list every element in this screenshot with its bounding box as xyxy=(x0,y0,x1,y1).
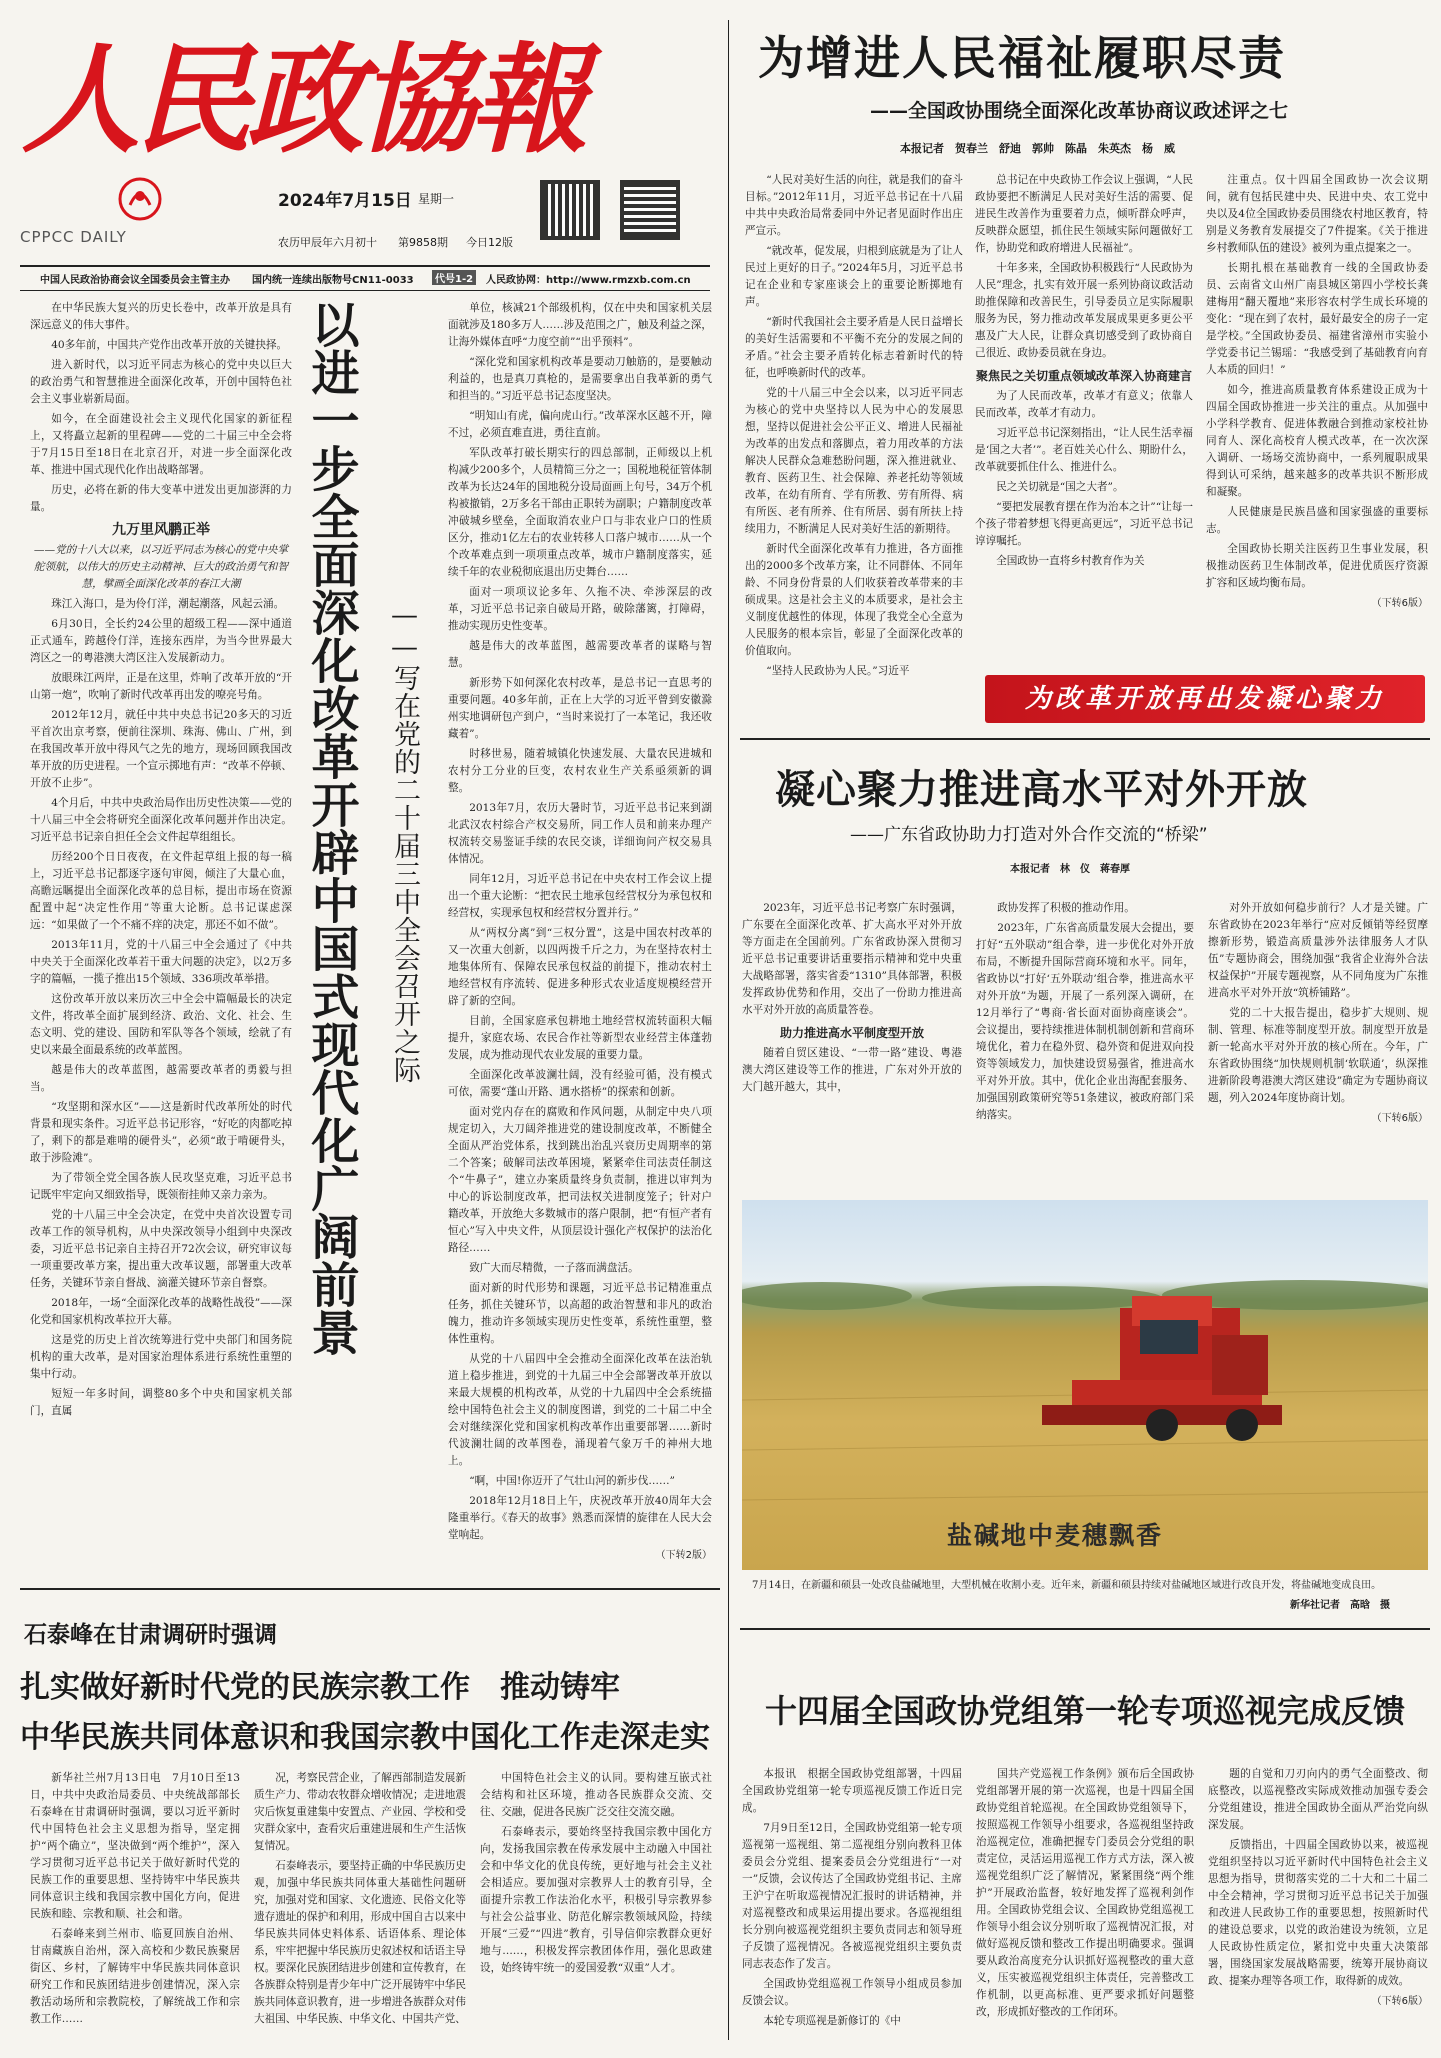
masthead-website[interactable]: 人民政协网：http://www.rmzxb.com.cn xyxy=(486,275,691,286)
shi-taifeng-headline-line-2: 中华民族共同体意识和我国宗教中国化工作走深走实 xyxy=(20,1720,710,1755)
opening-up-column-2: 政协发挥了积极的推动作用。 2023年，广东省高质量发展大会提出，要打好“五外联动”组合拳，进一步优化对外开放布局，不断提升国际营商环境和水平。同年，省政协以“打好‘五外联动’组合拳，推进高水平对外开放”为题，开展了一系列深入调研，在12月举行了“粤商·省长面对面协商座谈会”。会议提出，要持续推进体制机制创新和营商环境优化，着力在稳外贸、稳外资和促进双向投资等领域发力，加快建设贸易强省，推进高水平对外开放。其中，优化企业出海配套服务、加强国别政策研究等51条建议，被政府部门采纳落实。 xyxy=(976,902,1194,1121)
lead-column-2: 单位，核减21个部级机构，仅在中央和国家机关层面就涉及180多万人……涉及范围之广，触及利益之深，让海外媒体直呼“力度空前”“出乎预料”。 “深化党和国家机构改革是要动刀触筋的，是要触动利益的，也是真刀真枪的，是需要拿出自我革新的勇气和担当的。”习近平总书记态度坚决。 “明知山有虎，偏向虎山行。”改革深水区越不开，障不过，必须直难直进，勇往直前。 军队改革打破长期实行的四总部制，正师级以上机构减少200多个，人员精简三分之一；国税地税征管体制改革为长达24年的国地税分设局面画上句号，34万个机构被撤销，2万多名干部由正职转为副职；户籍制度改革冲破城乡壁垒，全面取消农业户口与非农业户口的性质区分，推动1亿左右的农业转移人口落户城市……从一个个改革难点到一项项重点改革，城市户籍制度落实，延续千年的农业税彻底退出历史舞台…… 面对一项项议论多年、久拖不决、牵涉深层的改革，习近平总书记亲自破局开路，破除藩篱，打障碍，推动实现历史性变革。 越是伟大的改革蓝图，越需要改革者的谋略与智慧。 新形势下如何深化农村改革，是总书记一直思考的重要问题。40多年前，正在上大学的习近平曾到安徽滁州实地调研包产到户，“当时来说打了一本笔记，我还收藏着”。 时移世易，随着城镇化快速发展、大量农民进城和农村分工分业的巨变，农村农业生产关系亟须新的调整。 2013年7月，农历大暑时节，习近平总书记来到湖北武汉农村综合产权交易所，同工作人员和前来办理产权流转交易鉴证手续的农民交谈，详细询问产权交易具体情况。 同年12月，习近平总书记在中央农村工作会议上提出一个重大论断：“把农民土地承包经营权分为承包权和经营权，实现承包权和经营权分置并行。” 从“两权分离”到“三权分置”，这是中国农村改革的又一次重大创新，以四两拨千斤之力，为在坚持农村土地集体所有、保障农民承包权益的前提下，推动农村土地经营权有序流转、促进多种形式农业适度规模经营开辟了新的空间。 目前，全国家庭承包耕地土地经营权流转面积大幅提升，家庭农场、农民合作社等新型农业经营主体蓬勃发展，成为推动现代农业发展的重要力量。 全面深化改革波澜壮阔，没有经验可循，没有模式可依，需要“蓬山开路、遇水搭桥”的探索和创新。 面对党内存在的腐败和作风问题，从制定中央八项规定切入，大刀阔斧推进党的建设制度改革，不断健全全面从严治党体系，找到跳出治乱兴衰历史周期率的第二个答案；破解司法改革困境，紧紧牵住司法责任制这个“牛鼻子”，建立办案质量终身负责制，推进以审判为中心的诉讼制度改革，把司法权关进制度笼子；针对户籍改革，开放绝大多数城市的落户限制，把“有恒产者有恒心”写入中央文件，从顶层设计强化产权保护的法治化路径…… 致广大而尽精微，一子落而满盘活。 面对新的时代形势和课题，习近平总书记精准重点任务，抓住关键环节，以高超的政治智慧和非凡的政治魄力，推动许多领域实现历史性变革，系统性重塑，整体性重构。 从党的十八届四中全会推动全面深化改革在法治轨道上稳步推进，到党的十九届三中全会部署改革开放以来最大规模的机构改革，从党的十九届四中全会系统描绘中国特色社会主义的制度图谱，到党的二十届二中全会对继续深化党和国家机构改革作出重要部署……新时代波澜壮阔的改革图卷，涌现着气象万千的神州大地上。 “啊，中国!你迈开了气壮山河的新步伐……” 2018年12月18日上午，庆祝改革开放40周年大会隆重举行。《春天的故事》熟悉而深情的旋律在人民大会堂响起。 （下转2版） xyxy=(448,302,712,1561)
opening-up-headline: 凝心聚力推进高水平对外开放 xyxy=(775,766,1308,813)
inspection-column-1: 本报讯 根据全国政协党组部署，十四届全国政协党组第一轮专项巡视反馈工作近日完成。 7月9日至12日，全国政协党组第一轮专项巡视第一巡视组、第二巡视组分别向教科卫体委员会分党组、提案委员会分党组进行“一对一”反馈，会议传达了全国政协党组书记、主席王沪宁在听取巡视情况汇报时的讲话精神，并对巡视整改和成果运用提出要求。各巡视组组长分别向被巡视党组织主要负责同志和领导班子反馈了巡视情况。各被巡视党组织主要负责同志表态作了发言。 全国政协党组巡视工作领导小组成员参加反馈会议。 本轮专项巡视是新修订的《中 xyxy=(742,1768,962,2027)
masthead-cn-number: 国内统一连续出版物号CN11-0033 xyxy=(252,275,414,286)
shi-taifeng-headline-line-1: 扎实做好新时代党的民族宗教工作 推动铸牢 xyxy=(20,1670,620,1705)
lead-vertical-subtitle: ——写在党的二十届三中全会召开之际 xyxy=(389,600,420,1084)
top-right-column-2: 总书记在中央政协工作会议上强调，“人民政协要把不断满足人民对美好生活的需要、促进民生改善作为重要着力点，倾听群众呼声，反映群众愿望，抓住民生领域实际问题做好工作，协助党和政府增进人民福祉”。 十年多来，全国政协积极践行“人民政协为人民”理念，扎实有效开展一系列协商议政活动助推保障和改善民生，引导委员立足实际履职服务为民，努力推动改革发展成果更多更公平惠及广大人民，让群众真切感受到了政协商自己很近、政协委员就在身边。 聚焦民之关切重点领域改革深入协商建言 为了人民而改革，改革才有意义；依靠人民而改革，改革才有动力。 习近平总书记深刻指出，“让人民生活幸福是‘国之大者’”。老百姓关心什么、期盼什么，改革就要抓住什么、推进什么。 民之关切就是“国之大者”。 “要把发展教育摆在作为治本之计”“让每一个孩子带着梦想飞得更高更远”，习近平总书记谆谆嘱托。 全国政协一直将乡村教育作为关 xyxy=(975,174,1193,567)
masthead-rule xyxy=(20,265,710,267)
masthead-code: 代号1-2 xyxy=(432,270,476,285)
opening-up-byline: 本报记者 林 仪 蒋春厚 xyxy=(1010,864,1130,875)
masthead-sponsor: 中国人民政治协商会议全国委员会主管主办 xyxy=(40,275,230,286)
shi-taifeng-column-1: 新华社兰州7月13日电 7月10日至13日，中共中央政治局委员、中央统战部部长石泰峰在甘肃调研时强调，要以习近平新时代中国特色社会主义思想为指导，坚定拥护“两个确立”，坚决做到“两个维护”，深入学习贯彻习近平总书记关于做好新时代党的民族工作的重要思想、坚持铸牢中华民族共同体意识主线和我国宗教中国化方向，促进民族和睦、宗教和顺、社会和谐。 石泰峰来到兰州市、临夏回族自治州、甘南藏族自治州，深入高校和少数民族聚居街区、乡村，了解铸牢中华民族共同体意识研究工作和民族团结进步创建情况，深入宗教活动场所和宗教院校，了解统战工作和宗教工作…… xyxy=(30,1772,240,2025)
qr-code-left[interactable] xyxy=(540,180,600,240)
opening-up-column-1: 2023年，习近平总书记考察广东时强调，广东要在全面深化改革、扩大高水平对外开放等方面走在全国前列。广东省政协深入贯彻习近平总书记重要讲话重要指示精神和党中央重大战略部署，落实省委“1310”具体部署，积极发挥政协优势和作用，交出了一份助力推进高水平对外开放的高质量答卷。 助力推进高水平制度型开放 随着自贸区建设、“一带一路”建设、粤港澳大湾区建设等工作的推进，广东对外开放的大门越开越大，其中， xyxy=(742,902,962,1093)
top-right-headline: 为增进人民福祉履职尽责 xyxy=(758,31,1286,85)
reform-banner: 为改革开放再出发凝心聚力 xyxy=(985,675,1425,723)
lead-section-heading: 九万里风鹏正举 xyxy=(112,522,210,538)
issue-number: 第9858期 xyxy=(398,236,448,249)
inspection-headline: 十四届全国政协党组第一轮专项巡视完成反馈 xyxy=(765,1692,1406,1730)
masthead-logo: 人民政協報 xyxy=(22,30,583,169)
cppcc-emblem xyxy=(118,177,162,221)
top-right-byline: 本报记者 贺春兰 舒迪 郭帅 陈晶 朱英杰 杨 威 xyxy=(900,142,1175,155)
inspection-column-2: 国共产党巡视工作条例》颁布后全国政协党组部署开展的第一次巡视，也是十四届全国政协党组首轮巡视。在全国政协党组领导下，按照巡视工作领导小组要求，各巡视组坚持政治巡视定位，准确把握专门委员会分党组的职责定位，灵活运用巡视工作方式方法，深入被巡视党组织广泛了解情况，紧紧围绕“两个维护”开展政治监督，较好地发挥了巡视利剑作用。全国政协党组会议、全国政协党组巡视工作领导小组会议分别听取了巡视情况汇报，对做好巡视反馈和整改工作提出明确要求。强调要从政治高度充分认识抓好巡视整改的重大意义，压实被巡视党组织主体责任，完善整改工作机制，以更高标准、更严要求抓好问题整改，形成抓好整改的工作闭环。 xyxy=(976,1768,1194,2018)
issue-lunar: 农历甲辰年六月初十 xyxy=(278,236,377,249)
wheat-harvest-photo xyxy=(742,1200,1428,1570)
shi-taifeng-kicker: 石泰峰在甘肃调研时强调 xyxy=(24,1622,277,1648)
photo-title: 盐碱地中麦穗飘香 xyxy=(947,1521,1164,1550)
photo-credit: 新华社记者 高晗 摄 xyxy=(1290,1600,1390,1611)
issue-weekday: 星期一 xyxy=(418,192,455,206)
top-right-subtitle: ——全国政协围绕全面深化改革协商议政述评之七 xyxy=(870,100,1289,122)
issue-date: 2024年7月15日 xyxy=(278,191,412,211)
qr-code-right[interactable] xyxy=(620,180,680,240)
top-right-column-1: “人民对美好生活的向往，就是我们的奋斗目标。”2012年11月，习近平总书记在十八届中共中央政治局常委同中外记者见面时作出庄严宣示。 “就改革，促发展，归根到底就是为了让人民过上更好的日子。”2024年5月，习近平总书记在企业和专家座谈会上的重要论断掷地有声。 “新时代我国社会主要矛盾是人民日益增长的美好生活需要和不平衡不充分的发展之间的矛盾。”社会主要矛盾转化标志着新时代的特征，也呼唤新时代的改革。 党的十八届三中全会以来，以习近平同志为核心的党中央坚持以人民为中心的发展思想，坚持以促进社会公平正义、增进人民福祉为改革的出发点和落脚点，着力用改革的方法解决人民群众急难愁盼问题，深入推进就业、教育、医药卫生、社会保障、养老托幼等领域改革，在幼有所育、学有所教、劳有所得、病有所医、老有所养、住有所居、弱有所扶上持续用力，不断满足人民对美好生活的新期待。 新时代全面深化改革有力推进，各方面推出的2000多个改革方案，让不同群体、不同年龄、不同身份背景的人们收获着改革带来的丰硕成果。这是社会主义的本质要求，是社会主义制度优越性的体现，体现了我党全心全意为人民服务的根本宗旨，彰显了全面深化改革的价值取向。 “坚持人民政协为人民。”习近平 xyxy=(745,174,963,677)
top-right-column-3: 注重点。仅十四届全国政协一次会议期间，就有包括民建中央、民进中央、农工党中央以及4位全国政协委员围绕农村地区教育，特别是义务教育发展提交了7件提案。《关于推进乡村教师队伍的建设》被列为重点提案之一。 长期扎根在基础教育一线的全国政协委员、云南省文山州广南县城区第四小学校长龚建梅用“翻天覆地”来形容农村学生成长环境的变化：“现在到了农村，最好最安全的房子一定是学校。”全国政协委员、福建省漳州市实验小学党委书记兰锡瑶：“我感受到了基础教育向育人本质的回归！” 如今，推进高质量教育体系建设正成为十四届全国政协推进一步关注的重点。从加强中小学科学教育、促进体教融合到推动家校社协同育人、深化高校育人模式改革，在一次次深入调研、一场场交流协商中，一系列履职成果得到认可采纳，越来越多的改革共识不断形成和凝聚。 人民健康是民族昌盛和国家强盛的重要标志。 全国政协长期关注医药卫生事业发展，积极推动医药卫生体制改革，促进优质医疗资源扩容和区域均衡布局。 （下转6版） xyxy=(1206,174,1428,609)
lead-headline: 以进一步全面深化改革开辟中国式现代化广阔前景 xyxy=(303,300,359,1356)
issue-pages: 今日12版 xyxy=(466,236,513,249)
opening-up-subtitle: ——广东省政协助力打造对外合作交流的“桥梁” xyxy=(850,825,1208,845)
inspection-column-3: 题的自觉和刀刃向内的勇气全面整改、彻底整改，以巡视整改实际成效推动加强专委会分党组建设，推进全国政协全面从严治党向纵深发展。 反馈指出，十四届全国政协以来，被巡视党组织坚持以习近平新时代中国特色社会主义思想为指导，贯彻落实党的二十大和二十届二中全会精神，学习贯彻习近平总书记关于加强和改进人民政协工作的重要思想，按照新时代的建设总要求，以党的政治建设为统领，立足人民政协性质定位，紧扣党中央重大决策部署，围绕国家发展战略需要，统筹开展协商议政、提案办理等各项工作，取得新的成效。 （下转6版） xyxy=(1208,1768,1428,2007)
photo-caption: 7月14日，在新疆和硕县一处改良盐碱地里，大型机械在收割小麦。近年来，新疆和硕县持续对盐碱地区域进行改良开发，将盐碱地变成良田。 xyxy=(752,1580,1382,1591)
cppcc-daily-label: CPPCC DAILY xyxy=(20,228,127,246)
opening-up-column-3: 对外开放如何稳步前行？人才是关键。广东省政协在2023年举行“应对反倾销等经贸摩擦新形势，锻造高质量涉外法律服务人才队伍”专题协商会，围绕加强“我省企业海外合法权益保护”开展专题视察，从不同角度为广东推进高水平对外开放“筑桥铺路”。 党的二十大报告提出，稳步扩大规则、规制、管理、标准等制度型开放。制度型开放是新一轮高水平对外开放的核心所在。今年，广东省政协围绕“加快规则机制‘软联通’，纵深推进新阶段粤港澳大湾区建设”确定为专题协商议题，列入2024年度协商计划。 （下转6版） xyxy=(1208,902,1428,1124)
lead-column-1: 在中华民族大复兴的历史长卷中，改革开放是具有深远意义的伟大事件。 40多年前，中国共产党作出改革开放的关键抉择。 进入新时代，以习近平同志为核心的党中央以巨大的政治勇气和智慧推进全面深化改革，开创中国特色社会主义事业崭新局面。 如今，在全面建设社会主义现代化国家的新征程上，又将矗立起新的里程碑——党的二十届三中全会将于7月15日至18日在北京召开，对进一步全面深化改革、推进中国式现代化作出战略部署。 历史，必将在新的伟大变革中迸发出更加澎湃的力量。 九万里风鹏正举 ——党的十八大以来，以习近平同志为核心的党中央掌舵领航，以伟大的历史主动精神、巨大的政治勇气和智慧，擘画全面深化改革的春江大潮 珠江入海口，是为伶仃洋，潮起潮落，风起云涌。 6月30日，全长约24公里的超级工程——深中通道正式通车，跨越伶仃洋，连接东西岸，为当今世界最大湾区之一的粤港澳大湾区注入发展新动力。 放眼珠江两岸，正是在这里，炸响了改革开放的“开山第一炮”，吹响了新时代改革再出发的嘹亮号角。 2012年12月，就任中共中央总书记20多天的习近平首次出京考察，便前往深圳、珠海、佛山、广州，到在我国改革开放中得风气之先的地方，现场回顾我国改革开放的历史进程。一个宣示掷地有声：“改革不停顿、开放不止步”。 4个月后，中共中央政治局作出历史性决策——党的十八届三中全会将研究全面深化改革问题并作出决定。习近平总书记亲自担任全会文件起草组组长。 历经200个日日夜夜，在文件起草组上报的每一稿上，习近平总书记都逐字逐句审阅，倾注了大量心血，高瞻远瞩提出全面深化改革的总目标，提出市场在资源配置中起“决定性作用”等重大论断。总书记谋虑深远：“如果做了一个不痛不痒的决定，那还不如不做”。 2013年11月，党的十八届三中全会通过了《中共中央关于全面深化改革若干重大问题的决定》，以2万多字的篇幅，一揽子推出15个领域、336项改革举措。 这份改革开放以来历次三中全会中篇幅最长的决定文件，将改革全面扩展到经济、政治、文化、社会、生态文明、党的建设、国防和军队等各个领域，绘就了有史以来最全面最系统的改革蓝图。 越是伟大的改革蓝图，越需要改革者的勇毅与担当。 “攻坚期和深水区”——这是新时代改革所处的时代背景和现实条件。习近平总书记形容，“好吃的肉都吃掉了，剩下的都是难啃的硬骨头”，必须“敢于啃硬骨头，敢于涉险滩”。 为了带领全党全国各族人民攻坚克难，习近平总书记既牢牢定向又细致指导，既领衔挂帅又亲力亲为。 党的十八届三中全会决定，在党中央首次设置专司改革工作的领导机构，从中央深改领导小组到中央深改委，习近平总书记亲自主持召开72次会议，研究审议每一项重要改革方案，提出重大改革议题，部署重大改革任务，关键环节亲自督战、滴灌关键环节亲自督察。 2018年，一场“全面深化改革的战略性战役”——深化党和国家机构改革拉开大幕。 这是党的历史上首次统筹进行党中央部门和国务院机构的重大改革，是对国家治理体系进行系统性重塑的集中行动。 短短一年多时间，调整80多个中央和国家机关部门，直属 xyxy=(30,302,292,1417)
shi-taifeng-column-2: 况，考察民营企业，了解西部制造发展新质生产力、带动农牧群众增收情况；走进地震灾后恢复重建集中安置点、产业园、学校和受灾群众家中，查看灾后重建进展和生产生活恢复情况。 石泰峰表示，要坚持正确的中华民族历史观，加强中华民族共同体重大基础性问题研究，加强对党和国家、文化遗迹、民俗文化等遗存遗址的保护和利用，形成中国自古以来中华民族共同体史料体系、话语体系、理论体系，牢牢把握中华民族历史叙述权和话语主导权。要深化民族团结进步创建和宣传教育，在各族群众特别是青少年中广泛开展铸牢中华民族共同体意识教育，进一步增进各族群众对伟大祖国、中华民族、中华文化、中国共产党、 xyxy=(254,1772,466,2025)
shi-taifeng-column-3: 中国特色社会主义的认同。要构建互嵌式社会结构和社区环境，推动各民族群众交流、交往、交融，促进各民族广泛交往交流交融。 石泰峰表示，要始终坚持我国宗教中国化方向，发扬我国宗教在传承发展中主动融入中国社会和中华文化的优良传统，更好地与社会主义社会相适应。要加强对宗教界人士的教育引导，全面提升宗教工作法治化水平，积极引导宗教界参与社会公益事业、防范化解宗教领域风险，持续开展“三爱”“四进”教育，引导信仰宗教群众更好地与……，积极发挥宗教团体作用，强化思政建设，始终铸牢统一的爱国爱教“双重”人才。 xyxy=(480,1772,712,1974)
